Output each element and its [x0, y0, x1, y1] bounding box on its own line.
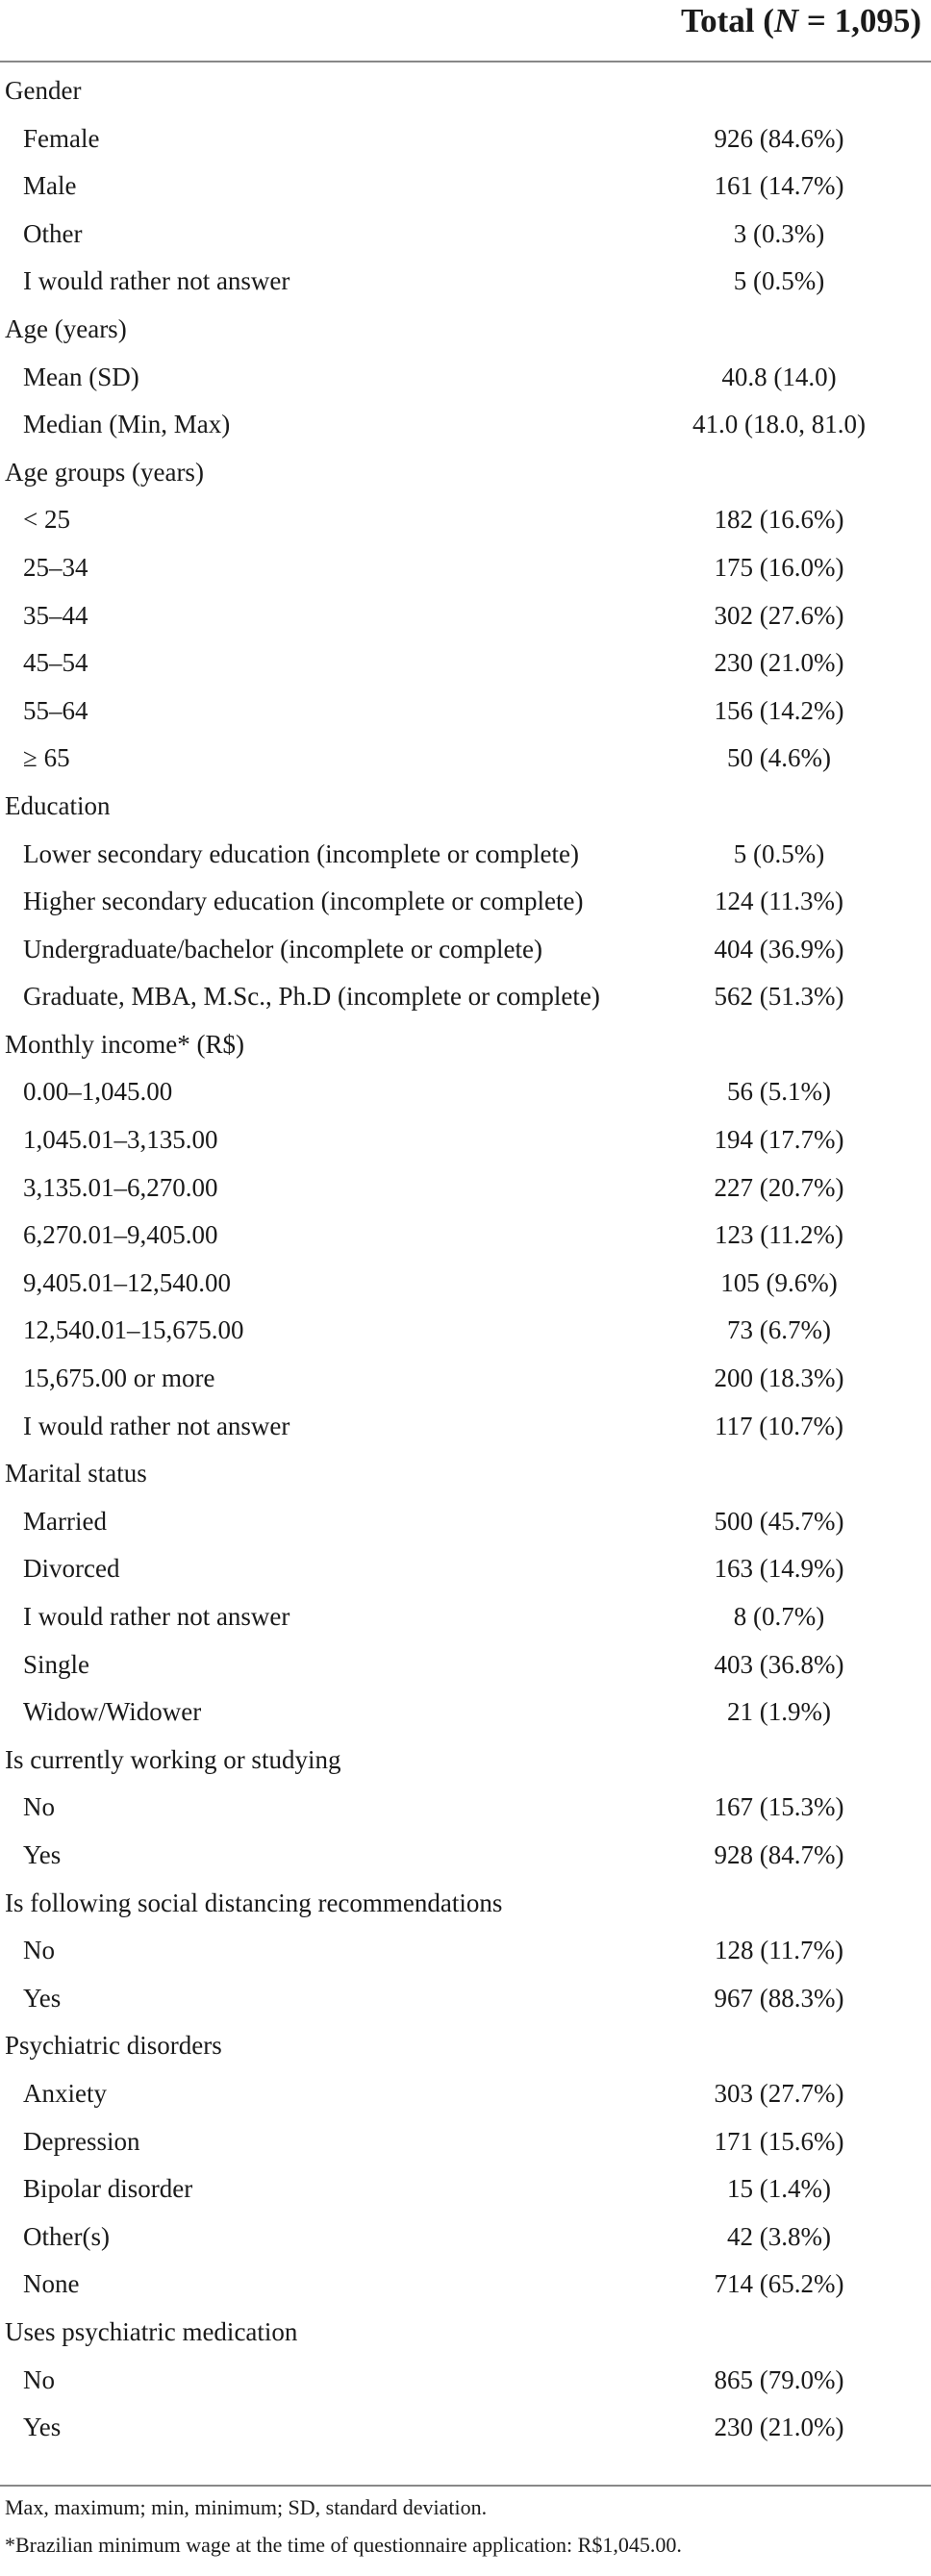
footnote: *Brazilian minimum wage at the time of questionnaire application: R$1,045.00.: [5, 2533, 682, 2557]
table-row: [0, 1349, 931, 1397]
table-row: [0, 634, 931, 682]
row-label: Yes: [23, 1839, 62, 1869]
table-row: [0, 205, 931, 253]
category-label: Marital status: [5, 1459, 147, 1488]
row-value: 124 (11.3%): [715, 887, 843, 916]
category-row: [0, 300, 931, 348]
row-value: 865 (79.0%): [714, 2364, 844, 2394]
row-value: 500 (45.7%): [714, 1506, 844, 1536]
row-value: 117 (10.7%): [715, 1411, 843, 1440]
table-row: [0, 395, 931, 443]
row-value: 8 (0.7%): [733, 1602, 825, 1631]
category-label: Age groups (years): [5, 457, 204, 487]
table-row: [0, 1254, 931, 1302]
table-footnotes: [5, 2488, 682, 2563]
total-suffix: = 1,095): [798, 2, 921, 39]
row-value: 200 (18.3%): [714, 1363, 844, 1393]
row-value: 303 (27.7%): [714, 2078, 844, 2108]
row-value: 926 (84.6%): [714, 123, 844, 153]
row-label: Divorced: [23, 1554, 120, 1584]
row-value: 230 (21.0%): [714, 648, 844, 678]
table-row: [0, 1063, 931, 1111]
table-row: [0, 2160, 931, 2208]
row-label: 15,675.00 or more: [23, 1363, 215, 1393]
row-value: 156 (14.2%): [714, 695, 844, 725]
row-label: Married: [23, 1506, 107, 1536]
table-row: [0, 1969, 931, 2017]
table-row: [0, 1492, 931, 1540]
row-value: 3 (0.3%): [733, 218, 825, 248]
table-row: [0, 1826, 931, 1874]
table-row: [0, 1921, 931, 1969]
table-row: [0, 920, 931, 968]
row-label: Anxiety: [23, 2078, 107, 2108]
row-value: 194 (17.7%): [714, 1125, 844, 1155]
table-row: [0, 1683, 931, 1731]
category-label: Monthly income* (R$): [5, 1029, 244, 1059]
row-value: 403 (36.8%): [714, 1649, 844, 1679]
row-value: 56 (5.1%): [727, 1077, 831, 1107]
table-row: [0, 1111, 931, 1159]
row-label: Widow/Widower: [23, 1697, 202, 1727]
total-prefix: Total (: [680, 2, 774, 39]
row-label: Single: [23, 1649, 90, 1679]
row-label: 9,405.01–12,540.00: [23, 1267, 231, 1297]
row-label: No: [23, 1936, 55, 1965]
category-label: Education: [5, 790, 111, 820]
row-value: 128 (11.7%): [715, 1936, 843, 1965]
row-value: 167 (15.3%): [714, 1792, 844, 1822]
row-value: 714 (65.2%): [714, 2269, 844, 2299]
table-row: [0, 1778, 931, 1826]
table-row: [0, 1539, 931, 1588]
row-value: 562 (51.3%): [714, 982, 844, 1012]
table-row: [0, 157, 931, 205]
table-row: [0, 2113, 931, 2161]
row-label: 25–34: [23, 552, 88, 582]
row-value: 175 (16.0%): [714, 552, 844, 582]
row-value: 73 (6.7%): [727, 1315, 831, 1345]
row-label: Yes: [23, 1983, 62, 2013]
row-label: Yes: [23, 2413, 62, 2442]
category-row: [0, 62, 931, 110]
row-label: I would rather not answer: [23, 1411, 290, 1440]
category-row: [0, 443, 931, 491]
row-label: None: [23, 2269, 80, 2299]
row-label: No: [23, 1792, 55, 1822]
row-label: 0.00–1,045.00: [23, 1077, 173, 1107]
table-row: [0, 2351, 931, 2399]
table-row: [0, 490, 931, 538]
table-row: [0, 110, 931, 158]
category-row: [0, 1015, 931, 1063]
table-row: [0, 2398, 931, 2446]
category-label: Is currently working or studying: [5, 1744, 341, 1774]
table-row: [0, 1301, 931, 1349]
row-value: 171 (15.6%): [714, 2126, 844, 2156]
row-label: Other: [23, 218, 83, 248]
row-label: Graduate, MBA, M.Sc., Ph.D (incomplete or complete): [23, 982, 600, 1012]
row-label: Higher secondary education (incomplete or complete): [23, 887, 584, 916]
row-value: 161 (14.7%): [714, 171, 844, 201]
table-row: [0, 1397, 931, 1445]
category-row: [0, 777, 931, 825]
row-label: Female: [23, 123, 100, 153]
row-value: 967 (88.3%): [714, 1983, 844, 2013]
category-row: [0, 1444, 931, 1492]
row-label: Lower secondary education (incomplete or complete): [23, 838, 580, 868]
table-row: [0, 2208, 931, 2256]
row-label: Undergraduate/bachelor (incomplete or complete): [23, 934, 543, 963]
category-label: Is following social distancing recommendations: [5, 1888, 503, 1917]
row-value: 15 (1.4%): [727, 2174, 831, 2204]
table-row: [0, 348, 931, 396]
footnote: Max, maximum; min, minimum; SD, standard deviation.: [5, 2495, 488, 2519]
row-value: 182 (16.6%): [714, 505, 844, 535]
row-label: I would rather not answer: [23, 266, 290, 296]
row-value: 50 (4.6%): [727, 743, 831, 773]
row-value: 163 (14.9%): [714, 1554, 844, 1584]
row-label: Median (Min, Max): [23, 410, 231, 439]
row-value: 5 (0.5%): [733, 266, 825, 296]
table-body: [0, 62, 931, 2446]
row-label: 1,045.01–3,135.00: [23, 1125, 218, 1155]
table-row: [0, 538, 931, 587]
row-value: 928 (84.7%): [714, 1839, 844, 1869]
category-row: [0, 2303, 931, 2351]
row-value: 404 (36.9%): [714, 934, 844, 963]
row-label: Mean (SD): [23, 362, 139, 391]
row-label: 35–44: [23, 600, 88, 630]
category-row: [0, 2016, 931, 2064]
row-label: Depression: [23, 2126, 140, 2156]
table-row: [0, 2255, 931, 2303]
row-label: < 25: [23, 505, 70, 535]
row-label: I would rather not answer: [23, 1602, 290, 1631]
table-row: [0, 1636, 931, 1684]
table-row: [0, 682, 931, 730]
table-row: [0, 825, 931, 873]
row-label: ≥ 65: [23, 743, 70, 773]
category-label: Gender: [5, 76, 82, 105]
row-value: 40.8 (14.0): [721, 362, 837, 391]
category-label: Uses psychiatric medication: [5, 2316, 298, 2346]
row-value: 5 (0.5%): [733, 838, 825, 868]
row-value: 230 (21.0%): [714, 2413, 844, 2442]
total-column-header: [681, 2, 921, 40]
table-row: [0, 1206, 931, 1254]
row-value: 302 (27.6%): [714, 600, 844, 630]
row-label: Other(s): [23, 2221, 110, 2251]
category-label: Psychiatric disorders: [5, 2031, 222, 2061]
row-value: 227 (20.7%): [714, 1172, 844, 1202]
row-value: 105 (9.6%): [720, 1267, 838, 1297]
category-label: Age (years): [5, 313, 127, 343]
category-row: [0, 1731, 931, 1779]
table-row: [0, 2064, 931, 2113]
row-label: 45–54: [23, 648, 88, 678]
row-value: 123 (11.2%): [715, 1220, 843, 1250]
table-row: [0, 1588, 931, 1636]
table-row: [0, 252, 931, 300]
row-value: 21 (1.9%): [727, 1697, 831, 1727]
row-label: Male: [23, 171, 77, 201]
total-n-symbol: N: [773, 2, 799, 39]
row-label: Bipolar disorder: [23, 2174, 193, 2204]
table-row: [0, 967, 931, 1015]
row-label: 55–64: [23, 695, 88, 725]
row-value: 41.0 (18.0, 81.0): [692, 410, 866, 439]
table-header: [0, 0, 931, 62]
row-label: 3,135.01–6,270.00: [23, 1172, 218, 1202]
row-label: No: [23, 2364, 55, 2394]
row-label: 12,540.01–15,675.00: [23, 1315, 244, 1345]
table-row: [0, 872, 931, 920]
row-label: 6,270.01–9,405.00: [23, 1220, 218, 1250]
table-row: [0, 587, 931, 635]
table-row: [0, 729, 931, 777]
footer-divider: [0, 2485, 931, 2487]
table-row: [0, 1159, 931, 1207]
row-value: 42 (3.8%): [727, 2221, 831, 2251]
category-row: [0, 1874, 931, 1922]
